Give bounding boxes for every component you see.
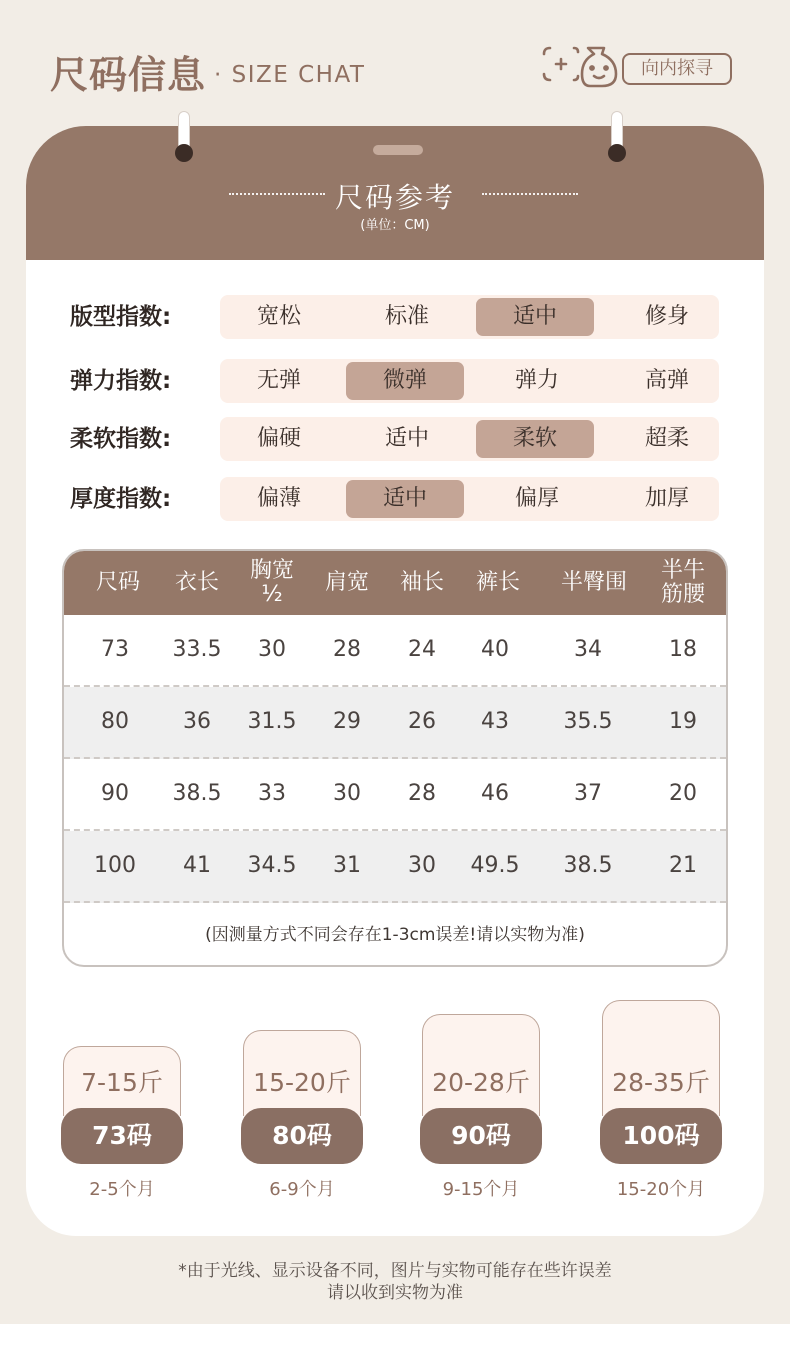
- table-header-cell: 衣长: [174, 570, 219, 595]
- index-track: [220, 417, 719, 461]
- table-header-cell: 胸宽 ½: [249, 558, 294, 607]
- table-cell: 90: [101, 781, 129, 806]
- baby-bottle-face-logo-icon: [540, 40, 620, 90]
- table-cell: 30: [408, 853, 436, 878]
- index-option: 加厚: [644, 486, 689, 511]
- age-range: 15-20个月: [616, 1179, 706, 1200]
- table-header-cell: 半臀围: [560, 570, 627, 595]
- age-range: 2-5个月: [89, 1179, 155, 1200]
- table-cell: 34: [574, 637, 602, 662]
- size-label: 90码: [420, 1108, 542, 1164]
- table-cell: 36: [183, 709, 211, 734]
- table-cell: 37: [574, 781, 602, 806]
- index-option: 弹力: [514, 368, 559, 393]
- index-option: 无弹: [256, 368, 301, 393]
- weight-range: 7-15斤: [81, 1068, 163, 1097]
- page-title: 尺码信息: [50, 53, 207, 97]
- size-label: 100码: [600, 1108, 722, 1164]
- table-cell: 35.5: [563, 709, 613, 734]
- table-cell: 33.5: [172, 637, 222, 662]
- index-track: [220, 477, 719, 521]
- table-cell: 18: [669, 637, 697, 662]
- table-cell: 49.5: [470, 853, 520, 878]
- index-track: [220, 359, 719, 403]
- table-row: [64, 831, 726, 903]
- disclaimer-line-2: 请以收到实物为准: [327, 1283, 463, 1303]
- index-option: 偏厚: [514, 486, 559, 511]
- table-header: [64, 551, 726, 615]
- index-row-stretch: [70, 359, 720, 403]
- index-option-selected: 柔软: [476, 420, 594, 458]
- weight-range: 28-35斤: [612, 1068, 710, 1097]
- index-track: [220, 295, 719, 339]
- age-range: 9-15个月: [442, 1179, 520, 1200]
- table-header-cell: 袖长: [399, 570, 444, 595]
- measurement-note: (因测量方式不同会存在1-3cm误差!请以实物为准): [205, 925, 585, 945]
- index-option: 偏薄: [256, 486, 301, 511]
- index-label: 弹力指数:: [70, 368, 172, 394]
- table-cell: 41: [183, 853, 211, 878]
- size-label: 73码: [61, 1108, 183, 1164]
- size-label: 80码: [241, 1108, 363, 1164]
- bottom-strip: [0, 1324, 790, 1346]
- card-handle: [373, 145, 423, 155]
- table-cell: 19: [669, 709, 697, 734]
- size-table: [62, 549, 728, 967]
- weight-range: 15-20斤: [253, 1068, 351, 1097]
- table-cell: 43: [481, 709, 509, 734]
- table-cell: 34.5: [247, 853, 297, 878]
- binder-ring-left: [178, 111, 190, 157]
- table-row: [64, 615, 726, 687]
- table-cell: 29: [333, 709, 361, 734]
- index-option: 宽松: [256, 304, 301, 329]
- table-cell: 38.5: [563, 853, 613, 878]
- index-option: 偏硬: [256, 426, 301, 451]
- table-cell: 80: [101, 709, 129, 734]
- table-cell: 33: [258, 781, 286, 806]
- table-cell: 46: [481, 781, 509, 806]
- age-range: 6-9个月: [269, 1179, 335, 1200]
- disclaimer-line-1: *由于光线、显示设备不同，图片与实物可能存在些许误差: [178, 1261, 612, 1281]
- index-option: 超柔: [644, 426, 689, 451]
- table-cell: 20: [669, 781, 697, 806]
- index-row-fit: [70, 295, 720, 339]
- table-cell: 28: [408, 781, 436, 806]
- page-subtitle: · SIZE CHAT: [214, 62, 366, 88]
- table-cell: 31: [333, 853, 361, 878]
- index-option-selected: 微弹: [346, 362, 464, 400]
- index-option-selected: 适中: [346, 480, 464, 518]
- table-cell: 73: [101, 637, 129, 662]
- table-cell: 38.5: [172, 781, 222, 806]
- table-row: [64, 687, 726, 759]
- index-label: 厚度指数:: [70, 486, 172, 512]
- table-header-cell: 肩宽: [324, 570, 369, 595]
- index-row-thickness: [70, 477, 720, 521]
- index-label: 柔软指数:: [70, 426, 172, 452]
- index-row-softness: [70, 417, 720, 461]
- brand-pill: 向内探寻: [622, 53, 732, 85]
- table-cell: 26: [408, 709, 436, 734]
- size-reference-card: [26, 126, 764, 1236]
- table-row: [64, 759, 726, 831]
- index-label: 版型指数:: [70, 304, 172, 330]
- table-cell: 30: [333, 781, 361, 806]
- card-title: 尺码参考: [334, 181, 455, 214]
- index-option: 标准: [384, 304, 429, 329]
- weight-range: 20-28斤: [432, 1068, 530, 1097]
- card-header: [26, 126, 764, 260]
- table-header-cell: 半牛 筋腰: [660, 558, 705, 607]
- table-cell: 30: [258, 637, 286, 662]
- binder-ring-right: [611, 111, 623, 157]
- table-header-cell: 裤长: [475, 570, 520, 595]
- table-cell: 28: [333, 637, 361, 662]
- index-option: 修身: [644, 304, 689, 329]
- table-cell: 31.5: [247, 709, 297, 734]
- index-option: 适中: [384, 426, 429, 451]
- index-option-selected: 适中: [476, 298, 594, 336]
- index-option: 高弹: [644, 368, 689, 393]
- table-cell: 100: [94, 853, 136, 878]
- card-unit: (单位：CM): [360, 218, 430, 233]
- table-cell: 24: [408, 637, 436, 662]
- table-cell: 40: [481, 637, 509, 662]
- table-header-cell: 尺码: [95, 570, 140, 595]
- table-cell: 21: [669, 853, 697, 878]
